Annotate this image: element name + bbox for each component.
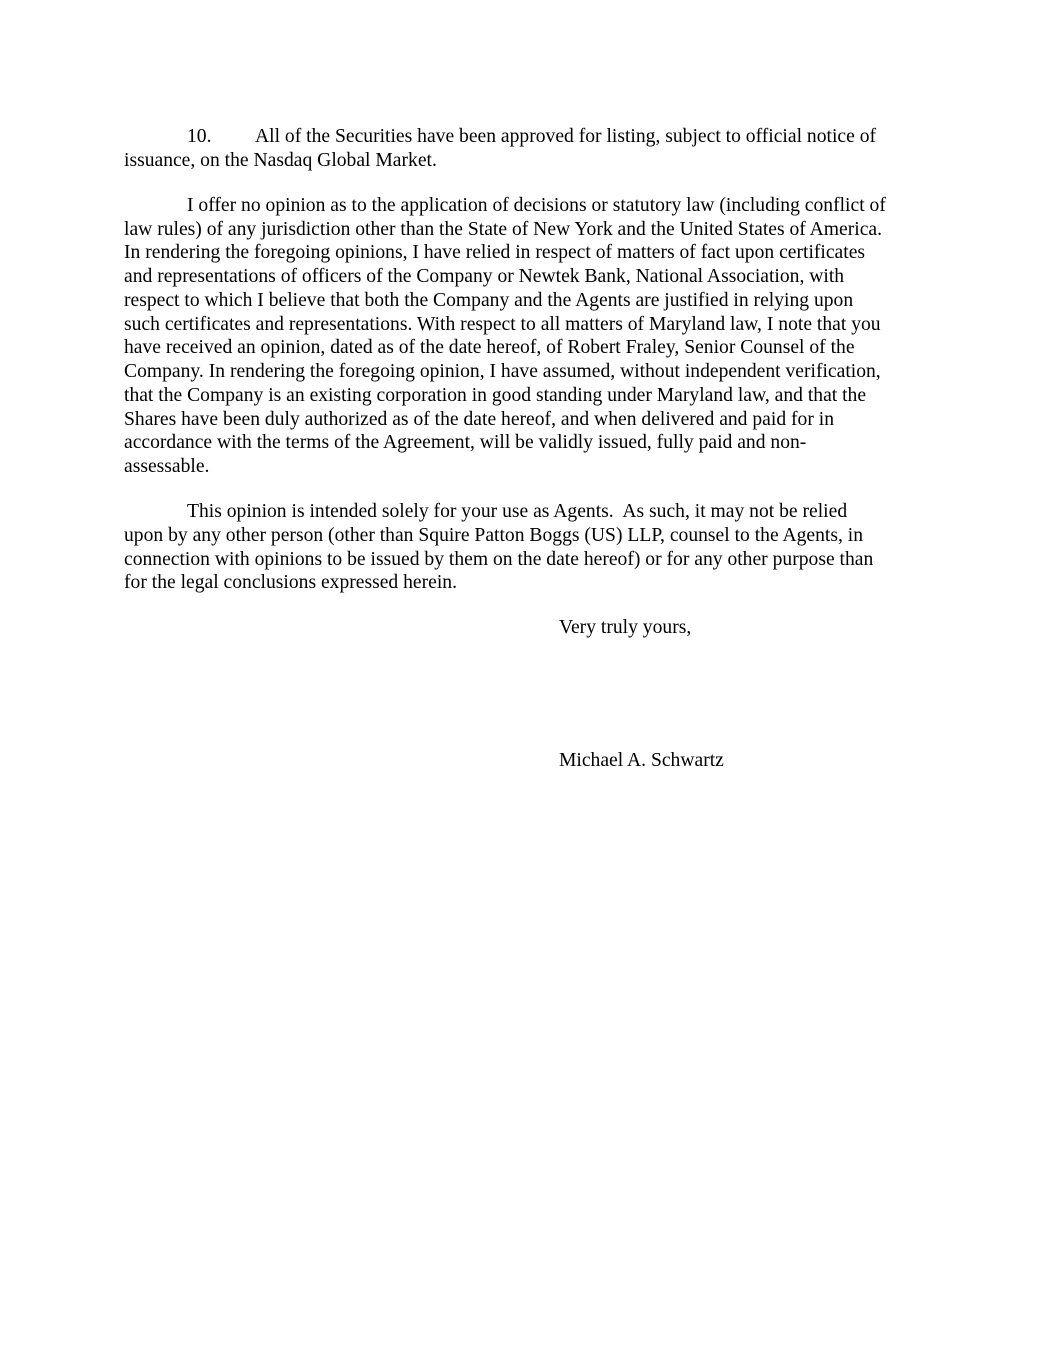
paragraph-line: law rules) of any jurisdiction other than the State of New York and the United States of America. xyxy=(124,219,882,240)
closing-salutation: Very truly yours, xyxy=(559,617,692,638)
paragraph-line: Company. In rendering the foregoing opinion, I have assumed, without independent verification, xyxy=(124,361,881,382)
paragraph-line: assessable. xyxy=(124,456,210,477)
paragraph-line: This opinion is intended solely for your use as Agents. As such, it may not be relied xyxy=(187,501,848,522)
paragraph-line: such certificates and representations. With respect to all matters of Maryland law, I note that you xyxy=(124,314,881,335)
paragraph-line: upon by any other person (other than Squire Patton Boggs (US) LLP, counsel to the Agents, in xyxy=(124,525,864,546)
paragraph-line: and representations of officers of the Company or Newtek Bank, National Association, with xyxy=(124,266,845,287)
paragraph-line: respect to which I believe that both the Company and the Agents are justified in relying upon xyxy=(124,290,854,311)
signatory-name: Michael A. Schwartz xyxy=(559,750,724,771)
paragraph-line: I offer no opinion as to the application of decisions or statutory law (including conflict of xyxy=(187,195,886,216)
paragraph-line: connection with opinions to be issued by them on the date hereof) or for any other purpose than xyxy=(124,549,874,570)
item-number: 10. xyxy=(187,126,212,147)
paragraph-line: that the Company is an existing corporation in good standing under Maryland law, and that the xyxy=(124,385,867,406)
item-text-line: issuance, on the Nasdaq Global Market. xyxy=(124,150,437,171)
item-text-line: All of the Securities have been approved for listing, subject to official notice of xyxy=(255,126,877,147)
paragraph-line: for the legal conclusions expressed herein. xyxy=(124,572,457,593)
paragraph-line: have received an opinion, dated as of the date hereof, of Robert Fraley, Senior Counsel of the xyxy=(124,337,855,358)
paragraph-line: accordance with the terms of the Agreement, will be validly issued, fully paid and non- xyxy=(124,432,807,453)
paragraph-line: Shares have been duly authorized as of the date hereof, and when delivered and paid for in xyxy=(124,409,834,430)
paragraph-line: In rendering the foregoing opinions, I have relied in respect of matters of fact upon certificates xyxy=(124,242,866,263)
